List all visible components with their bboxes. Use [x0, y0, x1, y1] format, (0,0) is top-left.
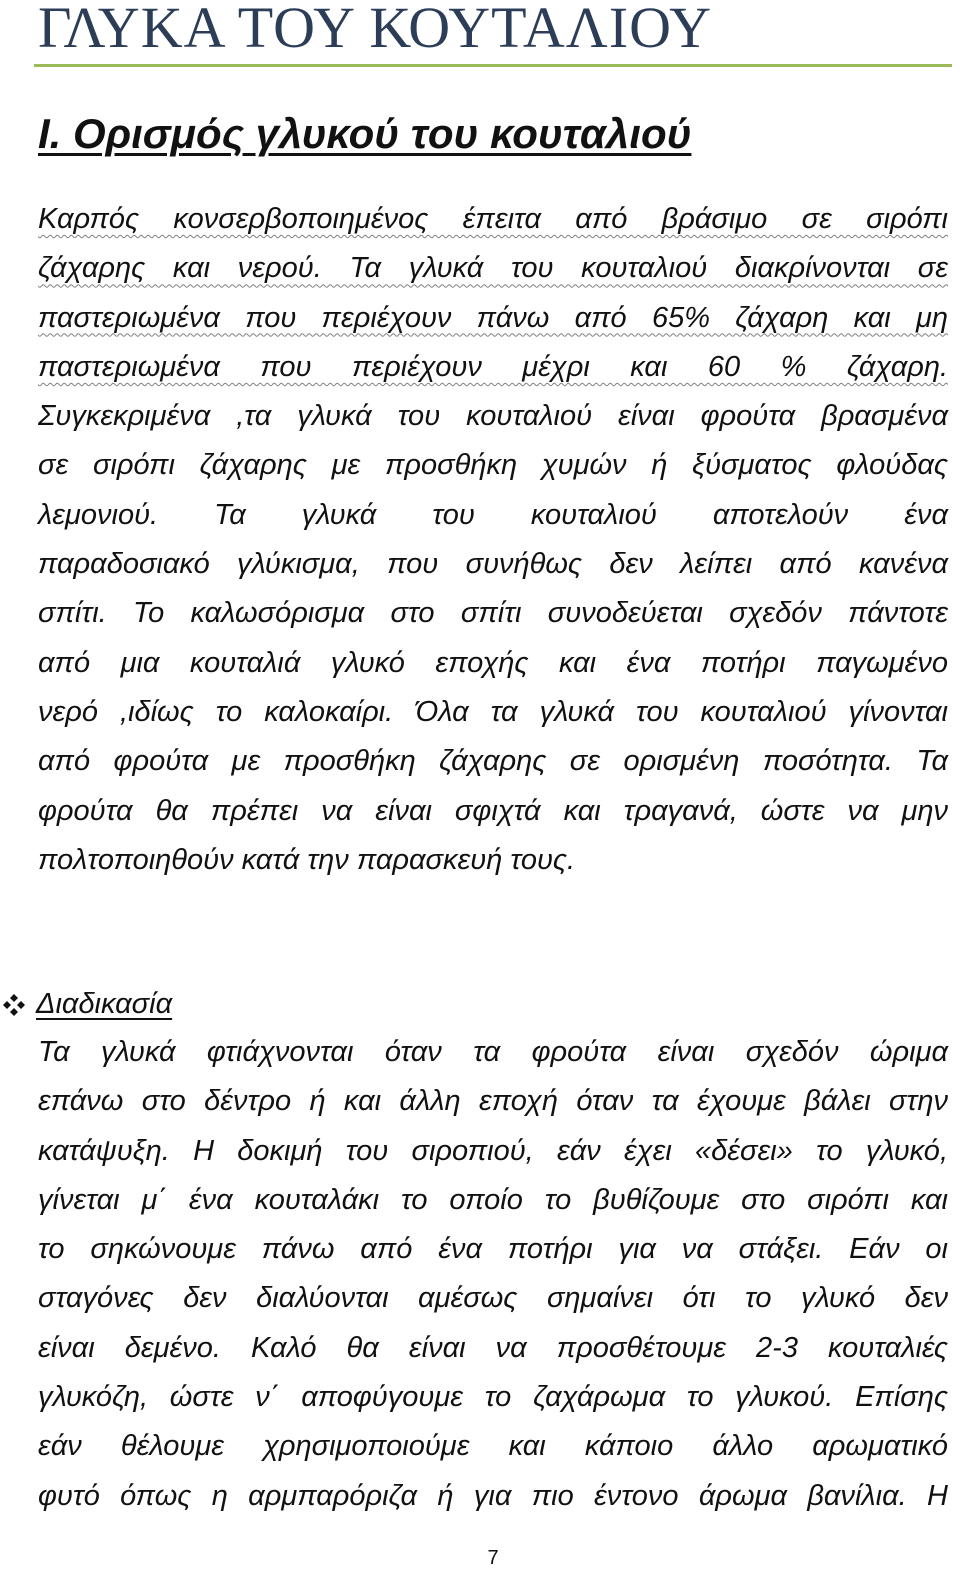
paragraph-line: Τα γλυκά φτιάχνονται όταν τα φρούτα είναι σχεδόν ώριμα: [38, 1036, 948, 1068]
procedure-heading-row: [2, 980, 172, 1029]
paragraph-line: γίνεται μ΄ ένα κουταλάκι το οποίο το βυθίζουμε στο σιρόπι και: [38, 1183, 948, 1216]
section-heading: I. Ορισμός γλυκού του κουταλιού: [38, 110, 692, 157]
paragraph-line: από μια κουταλιά γλυκό εποχής και ένα ποτήρι παγωμένο: [38, 646, 948, 679]
procedure-paragraph: [38, 1028, 948, 1521]
paragraph-line: παραδοσιακό γλύκισμα, που συνήθως δεν λείπει από κανένα: [38, 548, 948, 581]
paragraph-line: Καρπός κονσερβοποιημένος έπειτα από βράσιμο σε σιρόπι: [38, 203, 948, 235]
paragraph-line: από φρούτα με προσθήκη ζάχαρης σε ορισμένη ποσότητα. Τα: [38, 745, 948, 778]
definition-paragraph: [38, 195, 948, 885]
paragraph-line: σε σιρόπι ζάχαρης με προσθήκη χυμών ή ξύσματος φλούδας: [38, 449, 948, 482]
four-diamond-bullet-icon: [2, 993, 26, 1017]
paragraph-line: λεμονιού. Τα γλυκά του κουταλιού αποτελούν ένα: [38, 498, 948, 531]
paragraph-line: το σηκώνουμε πάνω από ένα ποτήρι για να στάξει. Εάν οι: [38, 1233, 948, 1266]
paragraph-line: εάν θέλουμε χρησιμοποιούμε και κάποιο άλλο αρωματικό: [38, 1430, 948, 1463]
paragraph-line: γλυκόζη, ώστε ν΄ αποφύγουμε το ζαχάρωμα το γλυκού. Επίσης: [38, 1381, 948, 1414]
paragraph-line-marked: ζάχαρης και νερού. Τα γλυκά του κουταλιού διακρίνονται σε: [38, 252, 948, 285]
procedure-heading: Διαδικασία: [36, 988, 173, 1020]
paragraph-line: σταγόνες δεν διαλύονται αμέσως σημαίνει ότι το γλυκό δεν: [38, 1282, 948, 1315]
paragraph-line: παστεριωμένα που περιέχουν μέχρι και 60 % ζάχαρη.: [38, 350, 948, 383]
paragraph-line: κατάψυξη. Η δοκιμή του σιροπιού, εάν έχει «δέσει» το γλυκό,: [38, 1134, 948, 1167]
page-number: 7: [487, 1547, 499, 1569]
paragraph-line: φυτό όπως η αρμπαρόριζα ή για πιο έντονο άρωμα βανίλια. Η: [38, 1479, 948, 1512]
paragraph-line: πολτοποιηθούν κατά την παρασκευή τους.: [38, 843, 576, 876]
paragraph-line: φρούτα θα πρέπει να είναι σφιχτά και τραγανά, ώστε να μην: [38, 794, 948, 827]
paragraph-line: Συγκεκριμένα ,τα γλυκά του κουταλιού είναι φρούτα βρασμένα: [38, 400, 948, 433]
header-divider: [34, 64, 952, 67]
document-header-title: ΓΛΥΚΑ ΤΟΥ ΚΟΥΤΑΛΙΟΥ: [38, 0, 713, 60]
paragraph-line: είναι δεμένο. Καλό θα είναι να προσθέτουμε 2-3 κουταλιές: [38, 1331, 948, 1364]
paragraph-line: επάνω στο δέντρο ή και άλλη εποχή όταν τα έχουμε βάλει στην: [38, 1085, 948, 1118]
paragraph-line: [38, 244, 948, 293]
paragraph-line: παστεριωμένα που περιέχουν πάνω από 65% ζάχαρη και μη: [38, 301, 948, 334]
paragraph-line: νερό ,ιδίως το καλοκαίρι. Όλα τα γλυκά του κουταλιού γίνονται: [38, 695, 948, 728]
paragraph-line: σπίτι. Το καλωσόρισμα στο σπίτι συνοδεύεται σχεδόν πάντοτε: [38, 597, 948, 630]
